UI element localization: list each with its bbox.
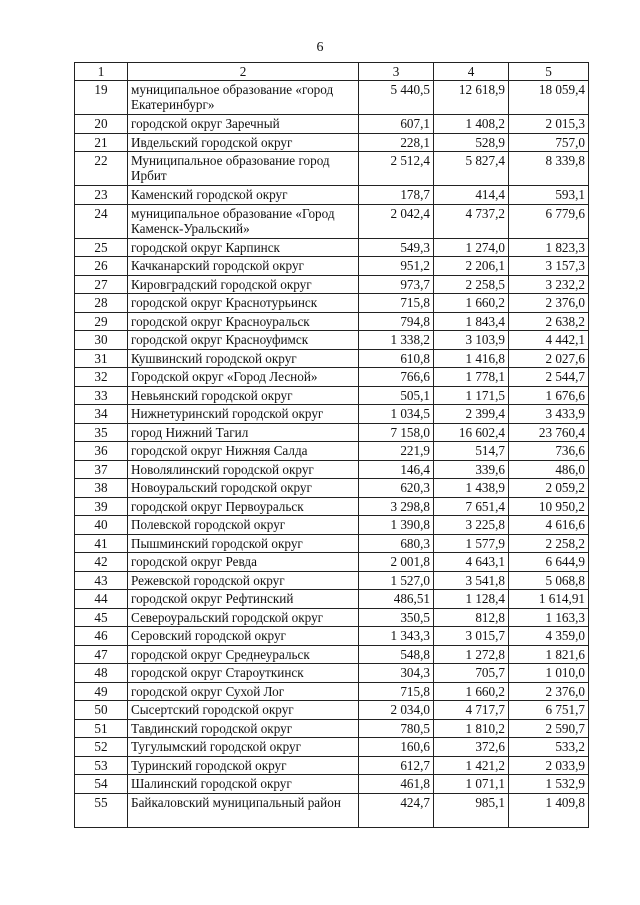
municipality-name-cell: Качканарский городской округ	[128, 257, 359, 276]
column-5-value-cell: 6 779,6	[509, 204, 589, 238]
column-header: 5	[509, 63, 589, 81]
column-4-value-cell: 7 651,4	[434, 497, 509, 516]
column-5-value-cell: 8 339,8	[509, 152, 589, 186]
municipality-name-cell: Полевской городской округ	[128, 516, 359, 535]
column-5-value-cell: 2 544,7	[509, 368, 589, 387]
column-5-value-cell: 2 033,9	[509, 756, 589, 775]
municipality-name-cell: Новоуральский городской округ	[128, 479, 359, 498]
column-3-value-cell: 424,7	[359, 793, 434, 827]
column-4-value-cell: 3 015,7	[434, 627, 509, 646]
column-4-value-cell: 4 643,1	[434, 553, 509, 572]
row-number-cell: 53	[75, 756, 128, 775]
row-number-cell: 22	[75, 152, 128, 186]
table-row	[75, 682, 589, 701]
row-number-cell: 24	[75, 204, 128, 238]
row-number-cell: 54	[75, 775, 128, 794]
table-row	[75, 312, 589, 331]
column-4-value-cell: 1 421,2	[434, 756, 509, 775]
column-3-value-cell: 680,3	[359, 534, 434, 553]
column-3-value-cell: 794,8	[359, 312, 434, 331]
table-header-row	[75, 63, 589, 81]
table-row	[75, 664, 589, 683]
column-3-value-cell: 1 338,2	[359, 331, 434, 350]
column-3-value-cell: 549,3	[359, 238, 434, 257]
table-row	[75, 719, 589, 738]
row-number-cell: 21	[75, 133, 128, 152]
column-5-value-cell: 1 010,0	[509, 664, 589, 683]
table-row	[75, 590, 589, 609]
municipality-name-cell: городской округ Среднеуральск	[128, 645, 359, 664]
column-3-value-cell: 1 527,0	[359, 571, 434, 590]
municipality-name-cell: городской округ Первоуральск	[128, 497, 359, 516]
column-5-value-cell: 2 015,3	[509, 115, 589, 134]
municipality-name-cell: муниципальное образование «город Екатеринбург»	[128, 81, 359, 115]
column-3-value-cell: 610,8	[359, 349, 434, 368]
column-3-value-cell: 715,8	[359, 682, 434, 701]
column-4-value-cell: 705,7	[434, 664, 509, 683]
row-number-cell: 35	[75, 423, 128, 442]
row-number-cell: 46	[75, 627, 128, 646]
column-4-value-cell: 1 577,9	[434, 534, 509, 553]
municipality-name-cell: Каменский городской округ	[128, 186, 359, 205]
row-number-cell: 48	[75, 664, 128, 683]
column-3-value-cell: 607,1	[359, 115, 434, 134]
column-4-value-cell: 1 660,2	[434, 294, 509, 313]
column-5-value-cell: 593,1	[509, 186, 589, 205]
column-header: 3	[359, 63, 434, 81]
municipality-name-cell: Муниципальное образование город Ирбит	[128, 152, 359, 186]
column-5-value-cell: 4 616,6	[509, 516, 589, 535]
column-5-value-cell: 1 532,9	[509, 775, 589, 794]
column-5-value-cell: 533,2	[509, 738, 589, 757]
row-number-cell: 38	[75, 479, 128, 498]
column-4-value-cell: 2 206,1	[434, 257, 509, 276]
municipality-name-cell: Кушвинский городской округ	[128, 349, 359, 368]
column-4-value-cell: 1 128,4	[434, 590, 509, 609]
row-number-cell: 42	[75, 553, 128, 572]
column-4-value-cell: 1 071,1	[434, 775, 509, 794]
column-3-value-cell: 973,7	[359, 275, 434, 294]
table-row	[75, 497, 589, 516]
column-4-value-cell: 1 171,5	[434, 386, 509, 405]
column-header: 2	[128, 63, 359, 81]
row-number-cell: 39	[75, 497, 128, 516]
row-number-cell: 23	[75, 186, 128, 205]
row-number-cell: 27	[75, 275, 128, 294]
column-4-value-cell: 514,7	[434, 442, 509, 461]
column-4-value-cell: 1 408,2	[434, 115, 509, 134]
column-3-value-cell: 5 440,5	[359, 81, 434, 115]
column-3-value-cell: 1 034,5	[359, 405, 434, 424]
column-3-value-cell: 766,6	[359, 368, 434, 387]
row-number-cell: 47	[75, 645, 128, 664]
column-4-value-cell: 1 416,8	[434, 349, 509, 368]
row-number-cell: 41	[75, 534, 128, 553]
column-4-value-cell: 1 438,9	[434, 479, 509, 498]
table-row	[75, 257, 589, 276]
column-3-value-cell: 178,7	[359, 186, 434, 205]
row-number-cell: 34	[75, 405, 128, 424]
column-5-value-cell: 1 163,3	[509, 608, 589, 627]
column-3-value-cell: 160,6	[359, 738, 434, 757]
row-number-cell: 31	[75, 349, 128, 368]
municipality-name-cell: городской округ Староуткинск	[128, 664, 359, 683]
column-3-value-cell: 951,2	[359, 257, 434, 276]
table-row	[75, 793, 589, 827]
municipality-name-cell: Пышминский городской округ	[128, 534, 359, 553]
row-number-cell: 20	[75, 115, 128, 134]
row-number-cell: 32	[75, 368, 128, 387]
table-row	[75, 738, 589, 757]
column-3-value-cell: 1 343,3	[359, 627, 434, 646]
table-row	[75, 460, 589, 479]
column-header: 1	[75, 63, 128, 81]
column-3-value-cell: 612,7	[359, 756, 434, 775]
column-3-value-cell: 505,1	[359, 386, 434, 405]
table-row	[75, 275, 589, 294]
municipality-name-cell: Режевской городской округ	[128, 571, 359, 590]
table-row	[75, 534, 589, 553]
row-number-cell: 33	[75, 386, 128, 405]
table-row	[75, 186, 589, 205]
column-4-value-cell: 1 272,8	[434, 645, 509, 664]
table-row	[75, 442, 589, 461]
column-5-value-cell: 1 676,6	[509, 386, 589, 405]
column-5-value-cell: 736,6	[509, 442, 589, 461]
column-4-value-cell: 414,4	[434, 186, 509, 205]
column-5-value-cell: 1 614,91	[509, 590, 589, 609]
row-number-cell: 26	[75, 257, 128, 276]
column-4-value-cell: 1 274,0	[434, 238, 509, 257]
column-3-value-cell: 7 158,0	[359, 423, 434, 442]
row-number-cell: 49	[75, 682, 128, 701]
column-3-value-cell: 221,9	[359, 442, 434, 461]
table-row	[75, 423, 589, 442]
row-number-cell: 52	[75, 738, 128, 757]
municipality-name-cell: Ивдельский городской округ	[128, 133, 359, 152]
table-row	[75, 368, 589, 387]
municipality-name-cell: Туринский городской округ	[128, 756, 359, 775]
table-row	[75, 349, 589, 368]
municipality-name-cell: Городской округ «Город Лесной»	[128, 368, 359, 387]
column-5-value-cell: 18 059,4	[509, 81, 589, 115]
column-3-value-cell: 461,8	[359, 775, 434, 794]
row-number-cell: 43	[75, 571, 128, 590]
municipality-name-cell: городской округ Ревда	[128, 553, 359, 572]
municipality-name-cell: городской округ Рефтинский	[128, 590, 359, 609]
column-5-value-cell: 6 751,7	[509, 701, 589, 720]
table-row	[75, 133, 589, 152]
column-4-value-cell: 1 660,2	[434, 682, 509, 701]
municipality-name-cell: Шалинский городской округ	[128, 775, 359, 794]
column-4-value-cell: 812,8	[434, 608, 509, 627]
column-5-value-cell: 4 359,0	[509, 627, 589, 646]
municipality-name-cell: Нижнетуринский городской округ	[128, 405, 359, 424]
table-row	[75, 516, 589, 535]
column-4-value-cell: 1 778,1	[434, 368, 509, 387]
municipality-name-cell: Невьянский городской округ	[128, 386, 359, 405]
column-5-value-cell: 2 059,2	[509, 479, 589, 498]
column-4-value-cell: 12 618,9	[434, 81, 509, 115]
column-3-value-cell: 1 390,8	[359, 516, 434, 535]
column-3-value-cell: 780,5	[359, 719, 434, 738]
row-number-cell: 51	[75, 719, 128, 738]
municipality-name-cell: городской округ Нижняя Салда	[128, 442, 359, 461]
column-5-value-cell: 10 950,2	[509, 497, 589, 516]
column-5-value-cell: 2 258,2	[509, 534, 589, 553]
row-number-cell: 36	[75, 442, 128, 461]
table-row	[75, 331, 589, 350]
row-number-cell: 19	[75, 81, 128, 115]
column-5-value-cell: 4 442,1	[509, 331, 589, 350]
table-row	[75, 405, 589, 424]
column-4-value-cell: 372,6	[434, 738, 509, 757]
municipality-name-cell: городской округ Красноуральск	[128, 312, 359, 331]
municipality-name-cell: Тугулымский городской округ	[128, 738, 359, 757]
table-row	[75, 645, 589, 664]
data-table	[74, 62, 589, 828]
column-3-value-cell: 228,1	[359, 133, 434, 152]
column-5-value-cell: 2 590,7	[509, 719, 589, 738]
column-4-value-cell: 4 717,7	[434, 701, 509, 720]
column-3-value-cell: 2 034,0	[359, 701, 434, 720]
table-row	[75, 479, 589, 498]
municipality-name-cell: Сысертский городской округ	[128, 701, 359, 720]
column-4-value-cell: 528,9	[434, 133, 509, 152]
municipality-name-cell: городской округ Краснотурьинск	[128, 294, 359, 313]
column-5-value-cell: 23 760,4	[509, 423, 589, 442]
column-4-value-cell: 1 810,2	[434, 719, 509, 738]
column-3-value-cell: 548,8	[359, 645, 434, 664]
municipality-name-cell: городской округ Заречный	[128, 115, 359, 134]
municipality-name-cell: Североуральский городской округ	[128, 608, 359, 627]
column-4-value-cell: 16 602,4	[434, 423, 509, 442]
row-number-cell: 40	[75, 516, 128, 535]
row-number-cell: 29	[75, 312, 128, 331]
table-row	[75, 294, 589, 313]
column-5-value-cell: 1 823,3	[509, 238, 589, 257]
column-header: 4	[434, 63, 509, 81]
table-row	[75, 571, 589, 590]
column-5-value-cell: 1 821,6	[509, 645, 589, 664]
table-row	[75, 627, 589, 646]
row-number-cell: 44	[75, 590, 128, 609]
column-5-value-cell: 2 376,0	[509, 682, 589, 701]
column-5-value-cell: 3 232,2	[509, 275, 589, 294]
municipality-name-cell: Кировградский городской округ	[128, 275, 359, 294]
column-3-value-cell: 2 512,4	[359, 152, 434, 186]
municipality-name-cell: Тавдинский городской округ	[128, 719, 359, 738]
row-number-cell: 28	[75, 294, 128, 313]
column-5-value-cell: 2 027,6	[509, 349, 589, 368]
row-number-cell: 25	[75, 238, 128, 257]
municipality-name-cell: городской округ Красноуфимск	[128, 331, 359, 350]
table-row	[75, 386, 589, 405]
row-number-cell: 30	[75, 331, 128, 350]
municipality-name-cell: городской округ Сухой Лог	[128, 682, 359, 701]
row-number-cell: 55	[75, 793, 128, 827]
table-row	[75, 204, 589, 238]
column-4-value-cell: 339,6	[434, 460, 509, 479]
table-row	[75, 238, 589, 257]
column-3-value-cell: 3 298,8	[359, 497, 434, 516]
page-number: 6	[316, 40, 324, 55]
municipality-name-cell: Серовский городской округ	[128, 627, 359, 646]
column-5-value-cell: 3 433,9	[509, 405, 589, 424]
municipality-name-cell: муниципальное образование «Город Каменск-Уральский»	[128, 204, 359, 238]
table-row	[75, 152, 589, 186]
column-4-value-cell: 2 399,4	[434, 405, 509, 424]
column-5-value-cell: 6 644,9	[509, 553, 589, 572]
column-4-value-cell: 985,1	[434, 793, 509, 827]
column-3-value-cell: 2 042,4	[359, 204, 434, 238]
table-row	[75, 701, 589, 720]
column-5-value-cell: 2 638,2	[509, 312, 589, 331]
table-row	[75, 553, 589, 572]
municipality-name-cell: Байкаловский муниципальный район	[128, 793, 359, 827]
column-3-value-cell: 2 001,8	[359, 553, 434, 572]
column-3-value-cell: 715,8	[359, 294, 434, 313]
column-3-value-cell: 146,4	[359, 460, 434, 479]
column-4-value-cell: 3 225,8	[434, 516, 509, 535]
column-3-value-cell: 486,51	[359, 590, 434, 609]
column-5-value-cell: 486,0	[509, 460, 589, 479]
column-4-value-cell: 3 541,8	[434, 571, 509, 590]
column-3-value-cell: 350,5	[359, 608, 434, 627]
column-3-value-cell: 620,3	[359, 479, 434, 498]
column-5-value-cell: 3 157,3	[509, 257, 589, 276]
column-4-value-cell: 1 843,4	[434, 312, 509, 331]
column-4-value-cell: 2 258,5	[434, 275, 509, 294]
column-4-value-cell: 3 103,9	[434, 331, 509, 350]
column-3-value-cell: 304,3	[359, 664, 434, 683]
table-row	[75, 775, 589, 794]
row-number-cell: 37	[75, 460, 128, 479]
table-row	[75, 608, 589, 627]
column-4-value-cell: 5 827,4	[434, 152, 509, 186]
municipality-name-cell: городской округ Карпинск	[128, 238, 359, 257]
table-row	[75, 756, 589, 775]
column-5-value-cell: 2 376,0	[509, 294, 589, 313]
row-number-cell: 45	[75, 608, 128, 627]
municipality-name-cell: Новолялинский городской округ	[128, 460, 359, 479]
column-5-value-cell: 757,0	[509, 133, 589, 152]
municipality-name-cell: город Нижний Тагил	[128, 423, 359, 442]
column-5-value-cell: 1 409,8	[509, 793, 589, 827]
column-4-value-cell: 4 737,2	[434, 204, 509, 238]
table-row	[75, 81, 589, 115]
table-row	[75, 115, 589, 134]
column-5-value-cell: 5 068,8	[509, 571, 589, 590]
row-number-cell: 50	[75, 701, 128, 720]
